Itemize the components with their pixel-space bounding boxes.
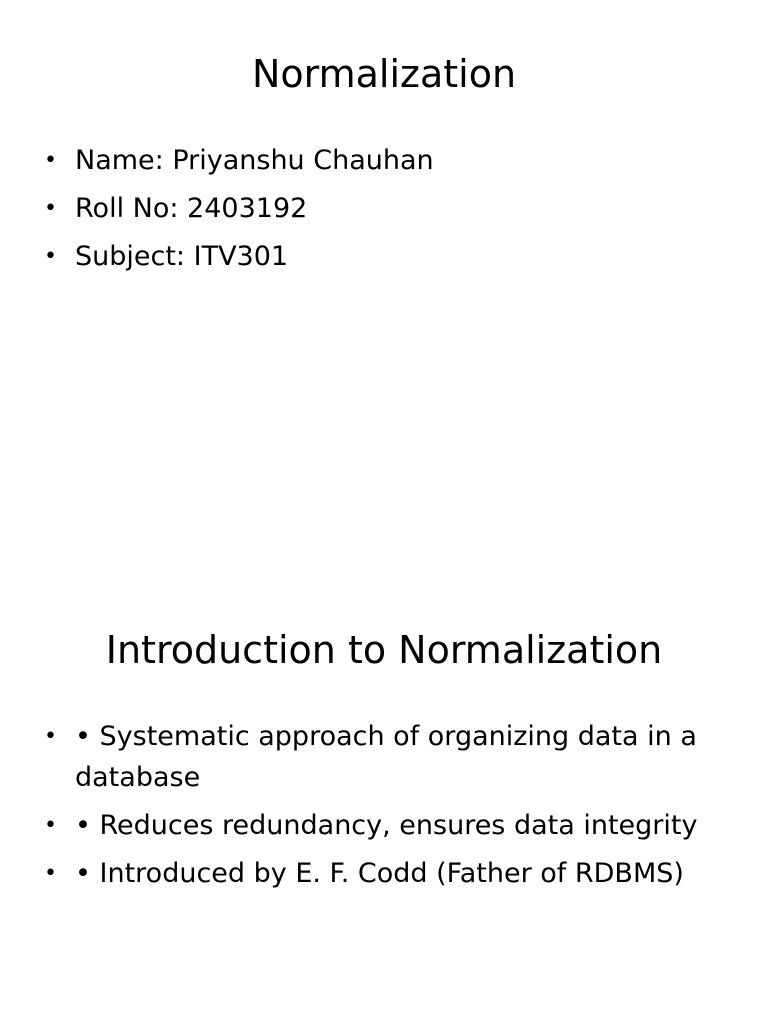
slide-title: Normalization xyxy=(251,52,517,96)
bullet-text: • Reduces redundancy, ensures data integrity xyxy=(75,810,698,841)
bullet-icon: • xyxy=(44,861,57,886)
bullet-icon: • xyxy=(44,196,57,221)
list-item xyxy=(44,236,724,277)
list-item xyxy=(44,716,724,798)
list-item xyxy=(44,140,724,181)
list-item xyxy=(44,853,724,894)
bullet-text: Name: Priyanshu Chauhan xyxy=(75,145,434,176)
bullet-icon: • xyxy=(44,813,57,838)
list-item xyxy=(44,805,724,846)
bullet-text: Subject: ITV301 xyxy=(75,241,289,272)
bullet-icon: • xyxy=(44,148,57,173)
bullet-text: Roll No: 2403192 xyxy=(75,193,308,224)
slide-title: Introduction to Normalization xyxy=(105,628,663,672)
bullet-text: • Introduced by E. F. Codd (Father of RDBMS) xyxy=(75,858,684,889)
bullet-icon: • xyxy=(44,244,57,269)
slide-introduction xyxy=(0,576,768,1024)
bullet-list xyxy=(44,716,724,901)
bullet-list xyxy=(44,140,724,284)
list-item xyxy=(44,188,724,229)
bullet-text: • Systematic approach of organizing data in a database xyxy=(75,721,697,793)
bullet-icon: • xyxy=(44,724,57,749)
